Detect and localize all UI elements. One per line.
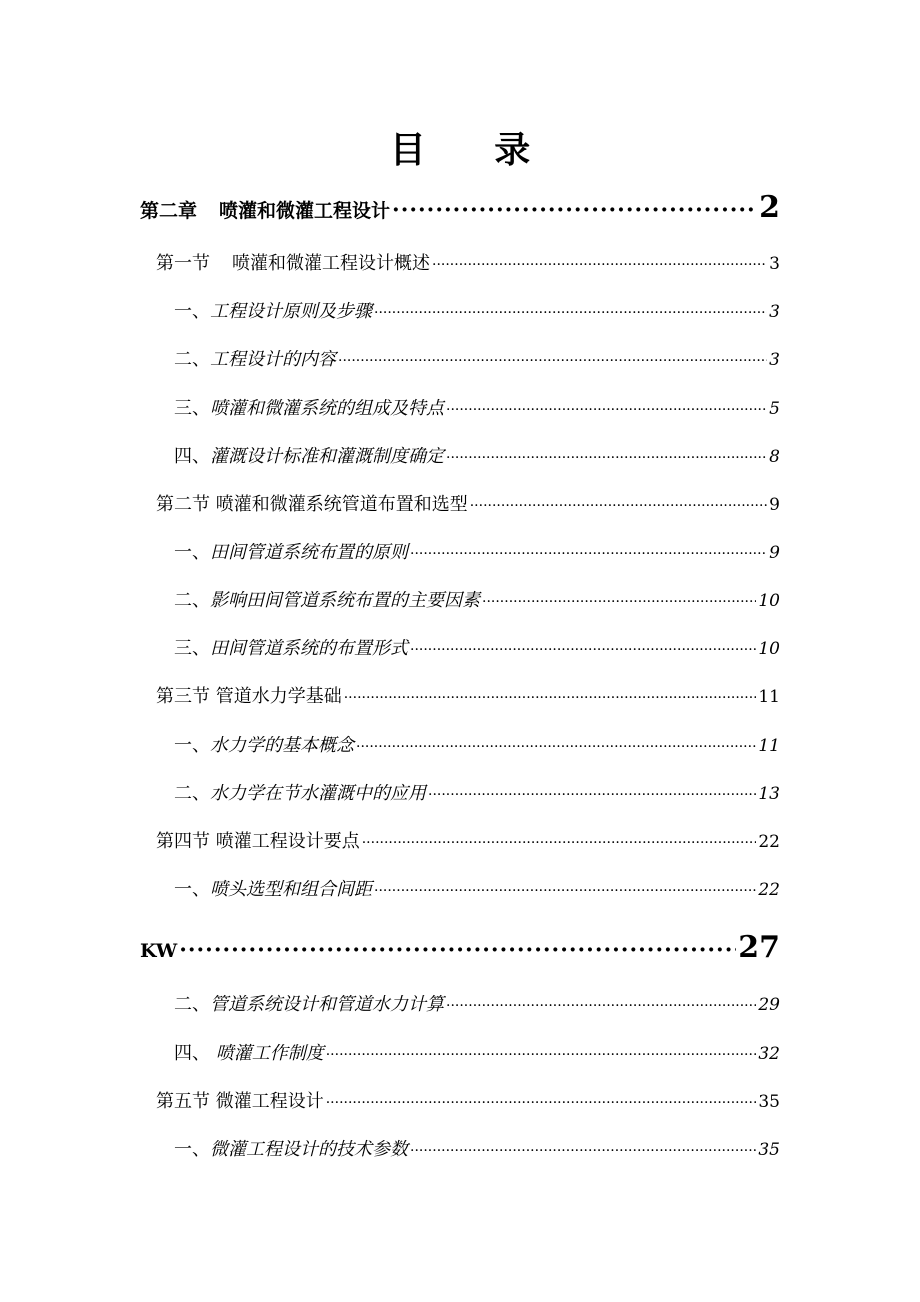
dot-leader (344, 690, 757, 706)
page-number: 8 (769, 447, 780, 467)
item-title: 喷灌和微灌系统的组成及特点 (210, 398, 444, 419)
item-title: 水力学的基本概念 (210, 735, 354, 756)
item-number: 一、 (174, 301, 210, 322)
toc-entry-section[interactable] (156, 682, 780, 708)
item-number: 二、 (174, 994, 210, 1015)
page-number: 3 (769, 254, 780, 274)
toc-entry-section[interactable] (156, 490, 780, 516)
page-number: 13 (758, 784, 780, 804)
section-title: 第三节 管道水力学基础 (156, 686, 342, 707)
chapter-title: 喷灌和微灌工程设计 (219, 200, 391, 222)
page-number: 2 (759, 190, 780, 225)
item-title: 喷头选型和组合间距 (210, 879, 372, 900)
item-number: 三、 (174, 638, 210, 659)
chapter-label: 第二章 (140, 200, 198, 222)
item-number: 一、 (174, 879, 210, 900)
dot-leader (432, 257, 767, 273)
page-number: 10 (758, 639, 780, 659)
toc-entry-item[interactable] (174, 297, 780, 323)
item-title: 水力学在节水灌溉中的应用 (210, 783, 426, 804)
page-number: 11 (758, 687, 780, 707)
page-number: 35 (758, 1140, 780, 1160)
page-number: 11 (758, 736, 780, 756)
page-number: 9 (769, 495, 780, 515)
toc-entry-item[interactable] (174, 586, 780, 612)
page-number: 3 (769, 350, 780, 370)
dot-leader (356, 739, 756, 755)
item-title: 管道系统设计和管道水力计算 (210, 994, 444, 1015)
dot-leader (374, 305, 767, 321)
dot-leader (338, 353, 767, 369)
toc-entry-section[interactable] (156, 827, 780, 853)
item-number: 一、 (174, 542, 210, 563)
toc-entry-item[interactable] (174, 731, 780, 757)
section-title: 第五节 微灌工程设计 (156, 1091, 324, 1112)
item-number: 二、 (174, 783, 210, 804)
item-title: 影响田间管道系统布置的主要因素 (210, 590, 480, 611)
item-title: 田间管道系统布置的原则 (210, 542, 408, 563)
page-number: 22 (758, 880, 780, 900)
toc-entry-chapter[interactable] (140, 930, 780, 965)
toc-entry-item[interactable] (174, 394, 780, 420)
page-number: 5 (769, 399, 780, 419)
dot-leader (410, 642, 756, 658)
page-number: 3 (769, 302, 780, 322)
dot-leader (482, 594, 756, 610)
item-number: 三、 (174, 398, 210, 419)
item-number: 二、 (174, 590, 210, 611)
item-number: 一、 (174, 735, 210, 756)
dot-leader (446, 998, 756, 1014)
item-number: 二、 (174, 349, 210, 370)
toc-entry-item[interactable] (174, 1039, 780, 1065)
dot-leader (326, 1095, 757, 1111)
page-number: 27 (738, 930, 780, 965)
item-title: 喷灌工作制度 (210, 1043, 324, 1064)
chapter-label: KW (140, 940, 178, 962)
page-number: 29 (758, 995, 780, 1015)
dot-leader (374, 883, 756, 899)
toc-entry-item[interactable] (174, 345, 780, 371)
dot-leader (470, 498, 767, 514)
page-number: 22 (758, 832, 780, 852)
page-number: 35 (758, 1092, 780, 1112)
dot-leader (428, 787, 756, 803)
item-title: 工程设计的内容 (210, 349, 336, 370)
toc-entry-item[interactable] (174, 442, 780, 468)
toc-entry-item[interactable] (174, 634, 780, 660)
dot-leader (326, 1047, 757, 1063)
toc-entry-section[interactable] (156, 249, 780, 275)
dot-leader (410, 1143, 756, 1159)
section-label: 第一节 (156, 253, 210, 274)
section-title: 第二节 喷灌和微灌系统管道布置和选型 (156, 494, 468, 515)
dot-leader (410, 546, 767, 562)
page-number: 9 (769, 543, 780, 563)
item-number: 一、 (174, 1139, 210, 1160)
toc-entry-item[interactable] (174, 875, 780, 901)
item-title: 微灌工程设计的技术参数 (210, 1139, 408, 1160)
dot-leader (446, 402, 767, 418)
dot-leader (179, 937, 736, 963)
section-title: 第四节 喷灌工程设计要点 (156, 831, 360, 852)
toc-entry-item[interactable] (174, 538, 780, 564)
toc-entry-item[interactable] (174, 779, 780, 805)
item-number: 四、 (174, 1043, 210, 1064)
section-title: 喷灌和微灌工程设计概述 (232, 253, 430, 274)
dot-leader (446, 450, 767, 466)
toc-entry-item[interactable] (174, 990, 780, 1016)
item-title: 灌溉设计标准和灌溉制度确定 (210, 446, 444, 467)
dot-leader (392, 197, 757, 223)
page-number: 10 (758, 591, 780, 611)
item-number: 四、 (174, 446, 210, 467)
toc-title: 目 录 (389, 129, 559, 171)
dot-leader (362, 835, 757, 851)
item-title: 田间管道系统的布置形式 (210, 638, 408, 659)
page-number: 32 (758, 1044, 780, 1064)
item-title: 工程设计原则及步骤 (210, 301, 372, 322)
toc-entry-chapter[interactable] (140, 190, 780, 225)
toc-entry-section[interactable] (156, 1087, 780, 1113)
toc-entry-item[interactable] (174, 1135, 780, 1161)
